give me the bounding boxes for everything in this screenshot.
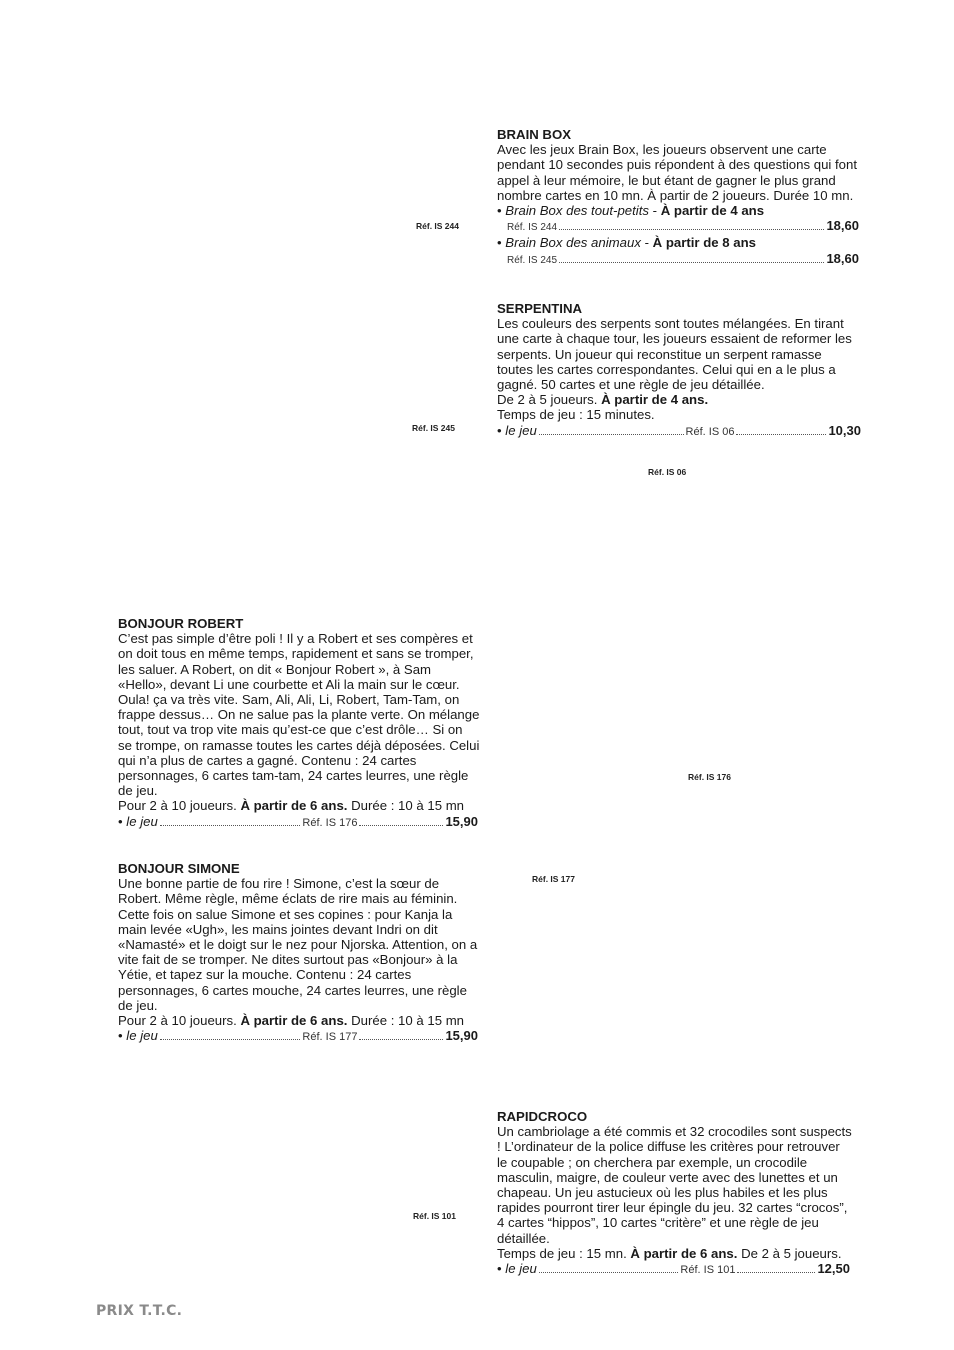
players-age-line: [118, 1013, 480, 1028]
item-name: le jeu: [505, 422, 537, 438]
ref-code: Réf. IS 245: [507, 254, 558, 266]
separator: -: [640, 235, 653, 251]
dot-leader: [160, 825, 301, 826]
item-name: le jeu: [126, 813, 158, 829]
price: 15,90: [445, 813, 478, 829]
footer-price-note: PRIX T.T.C.: [96, 1303, 183, 1319]
age-label: À partir de 6 ans.: [240, 798, 348, 814]
duration: Temps de jeu : 15 minutes.: [497, 407, 655, 423]
item-name: le jeu: [126, 1028, 158, 1044]
product-brainbox: [497, 127, 859, 268]
players: Pour 2 à 10 joueurs.: [118, 798, 237, 814]
variant-item: [497, 203, 859, 218]
age-label: À partir de 8 ans: [652, 235, 756, 251]
dot-leader: [539, 434, 684, 435]
price-line: [497, 423, 861, 440]
duration: Durée : 10 à 15 mn: [351, 1013, 465, 1029]
age-label: À partir de 4 ans: [660, 203, 765, 219]
separator: -: [648, 203, 661, 219]
dot-leader: [359, 1039, 443, 1040]
age-label: À partir de 4 ans.: [601, 392, 709, 408]
ref-code: Réf. IS 06: [685, 425, 735, 438]
price: 18,60: [826, 218, 859, 234]
price-line: [118, 1028, 478, 1045]
image-ref-is176: Réf. IS 176: [688, 772, 731, 782]
product-title: RAPIDCROCO: [497, 1109, 588, 1124]
players: Pour 2 à 10 joueurs.: [118, 1013, 237, 1029]
product-title: BONJOUR SIMONE: [118, 861, 240, 876]
price: 15,90: [445, 1028, 478, 1044]
price-line: [497, 251, 859, 268]
price-line: [497, 1261, 850, 1278]
players: De 2 à 5 joueurs.: [741, 1245, 842, 1261]
dot-leader: [737, 1272, 815, 1273]
bullet: •: [497, 235, 502, 251]
players: De 2 à 5 joueurs.: [497, 392, 598, 408]
ref-code: Réf. IS 244: [507, 222, 558, 234]
dot-leader: [539, 1272, 679, 1273]
product-description: Un cambriolage a été commis et 32 crocodiles sont suspects ! L’ordinateur de la police diffuse les critères pour retrouver le coupable ; on cherchera par exemple, un crocodile masculin, maigre, de couleur verte avec des lunettes et un chapeau. Un jeu astucieux où les plus habiles et les plus rapides pourront tirer leur épingle du jeu. 32 cartes “crocos”, 4 cartes “hippos”, 10 cartes “critère” et une règle de jeu détaillée.: [497, 1124, 852, 1246]
dot-leader: [559, 229, 824, 230]
variant-name: Brain Box des tout-petits: [505, 203, 649, 219]
product-description: Avec les jeux Brain Box, les joueurs observent une carte pendant 10 secondes puis répondent à des questions qui font appel à leur mémoire, le but étant de gagner le plus grand nombre cartes en 10 mn. À partir de 2 joueurs. Durée 10 mn.: [497, 142, 857, 203]
bullet: •: [118, 813, 123, 829]
variant-name: Brain Box des animaux: [505, 235, 641, 251]
players-age-line: [118, 798, 480, 813]
image-ref-is06: Réf. IS 06: [648, 467, 687, 477]
dot-leader: [559, 262, 824, 263]
dot-leader: [736, 434, 826, 435]
duration-age-line: [497, 1246, 853, 1261]
duration: Temps de jeu : 15 mn.: [497, 1245, 627, 1261]
product-title: BONJOUR ROBERT: [118, 616, 244, 631]
age-label: À partir de 6 ans.: [240, 1013, 348, 1029]
ref-code: Réf. IS 101: [680, 1264, 736, 1277]
product-description: C’est pas simple d’être poli ! Il y a Robert et ses compères et on doit tous en même temps, rapidement et sans se tromper, les saluer. A Robert, on dit « Bonjour Robert », à Sam «Hello», devant Li une courbette et Ali la main sur le cœur. Oula! ça va très vite. Sam, Ali, Ali, Li, Robert, Tam-Tam, on frappe dessus… On ne salue pas la plante verte. On mélange tout, tout va trop vite mais qu’est-ce que c’est drôle… Si on se trompe, on ramasse toutes les cartes déjà déposées. Celui qui n’a plus de cartes a gagné. Contenu : 24 cartes personnages, 6 cartes tam-tam, 24 cartes leurres, une règle de jeu.: [118, 631, 480, 799]
price: 12,50: [817, 1261, 850, 1277]
product-rapidcroco: [497, 1109, 853, 1278]
image-ref-is245: Réf. IS 245: [412, 423, 455, 433]
product-description: Une bonne partie de fou rire ! Simone, c’est la sœur de Robert. Même règle, même éclats de rire mais au féminin. Cette fois on salue Simone et ses copines : pour Kanja la main levée «Ugh», les mains jointes devant Indri on dit «Namasté» et le doigt sur le nez pour Njorska. Attention, on a vite fait de se tromper. Ne dites surtout pas «Bonjour» à la Yétie, et tapez sur la mouche. Contenu : 24 cartes personnages, 6 cartes mouche, 24 cartes leurres, une règle de jeu.: [118, 876, 478, 1013]
players-age-line: [497, 392, 861, 407]
bullet: •: [118, 1028, 123, 1044]
image-ref-is244: Réf. IS 244: [416, 221, 459, 231]
variant-item: [497, 235, 859, 250]
product-serpentina: [497, 301, 861, 440]
ref-code: Réf. IS 176: [302, 816, 358, 829]
price: 10,30: [828, 422, 861, 438]
product-title: BRAIN BOX: [497, 127, 571, 142]
price-line: [497, 218, 859, 235]
age-label: À partir de 6 ans.: [630, 1245, 738, 1261]
ref-code: Réf. IS 177: [302, 1031, 358, 1044]
dot-leader: [160, 1039, 301, 1040]
price: 18,60: [826, 250, 859, 266]
dot-leader: [359, 825, 443, 826]
image-ref-is177: Réf. IS 177: [532, 874, 575, 884]
product-title: SERPENTINA: [497, 301, 582, 316]
product-description: Les couleurs des serpents sont toutes mélangées. En tirant une carte à chaque tour, les joueurs essaient de reformer les serpents. Un joueur qui reconstitue un serpent ramasse toutes les cartes correspondantes. Celui qui en a le plus a gagné. 50 cartes et une règle de jeu détaillée.: [497, 316, 852, 393]
duration: Durée : 10 à 15 mn: [351, 798, 465, 814]
image-ref-is101: Réf. IS 101: [413, 1211, 456, 1221]
bullet: •: [497, 422, 502, 438]
bullet: •: [497, 203, 502, 219]
bullet: •: [497, 1261, 502, 1277]
product-bonjour-robert: [118, 616, 480, 831]
price-line: [118, 814, 478, 831]
product-bonjour-simone: [118, 861, 480, 1045]
item-name: le jeu: [505, 1261, 537, 1277]
